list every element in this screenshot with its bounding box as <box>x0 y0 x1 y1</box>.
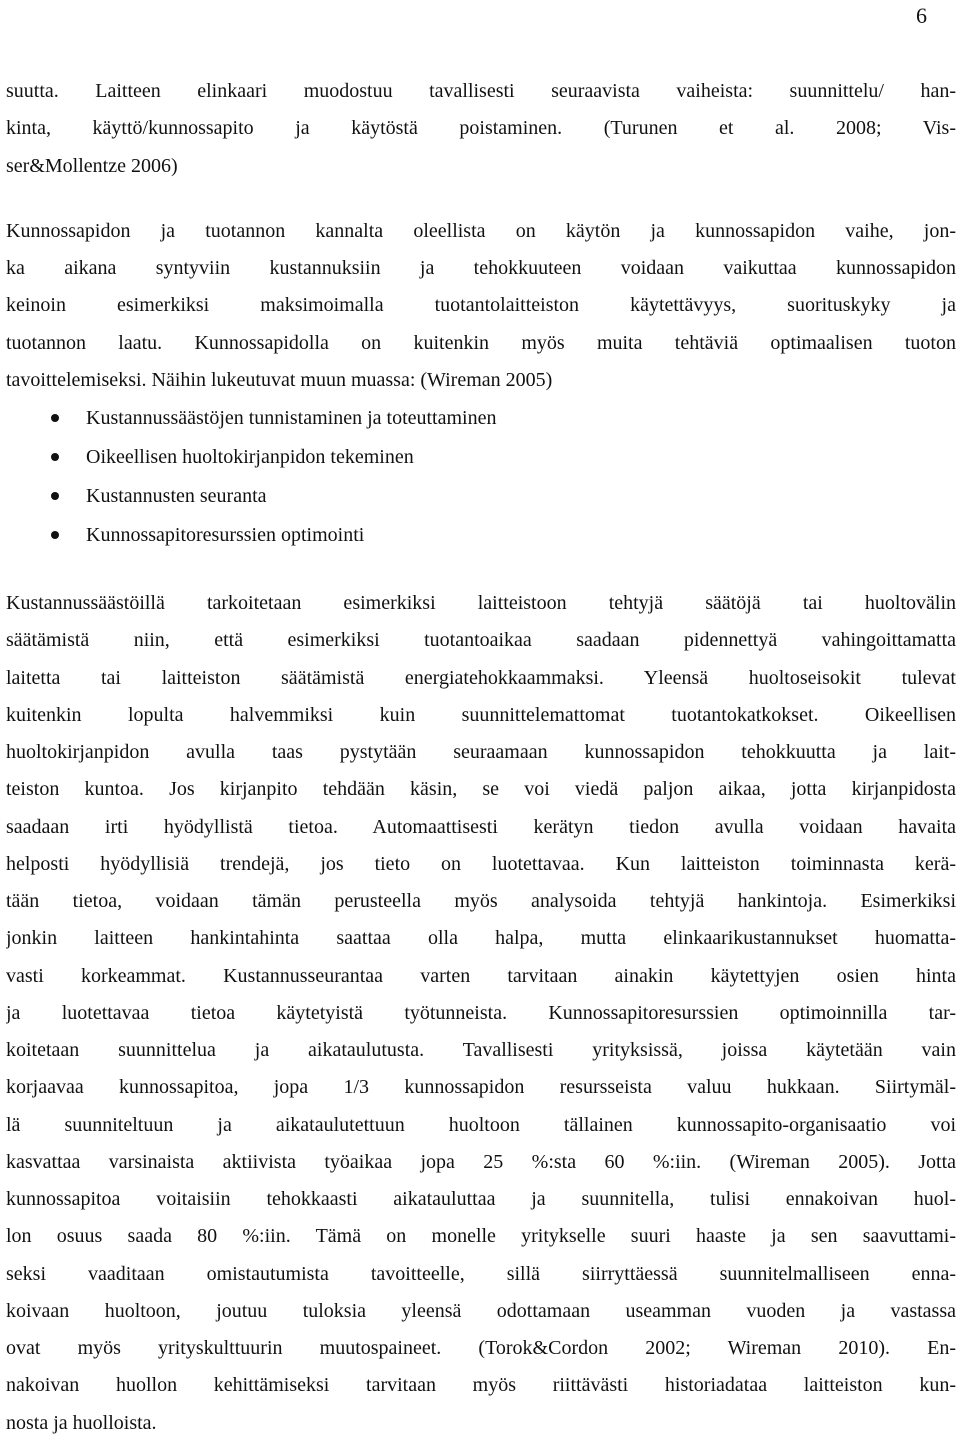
text-line: korjaavaa kunnossapitoa, jopa 1/3 kunnossapidon resursseista valuu hukkaan. Siirtymäl- <box>6 1076 956 1099</box>
text-line: tavoittelemiseksi. Näihin lukeutuvat muun muassa: (Wireman 2005) <box>6 368 553 391</box>
list-item-text: Kustannussäästöjen tunnistaminen ja toteuttaminen <box>86 407 497 429</box>
list-item <box>6 477 956 516</box>
list-item <box>6 438 956 477</box>
paragraph-intro <box>6 73 956 185</box>
text-line: vasti korkeammat. Kustannusseurantaa varten tarvitaan ainakin käytettyjen osien hinta <box>6 964 956 987</box>
text-line: ovat myös yrityskulttuurin muutospaineet. (Torok&Cordon 2002; Wireman 2010). En- <box>6 1337 956 1359</box>
text-line: Kustannussäästöillä tarkoitetaan esimerkiksi laitteistoon tehtyjä säätöjä tai huoltovälin <box>6 592 956 614</box>
text-line: lon osuus saada 80 %:iin. Tämä on monelle yritykselle suuri haaste ja sen saavuttami- <box>6 1225 956 1248</box>
bullet-icon <box>51 453 59 461</box>
page-number: 6 <box>916 3 927 28</box>
text-line: ser&Mollentze 2006) <box>6 154 178 177</box>
paragraph-cost-savings <box>6 585 956 1442</box>
text-line: saadaan irti hyödyllistä tietoa. Automaattisesti kerätyn tiedon avulla voidaan havaita <box>6 815 956 838</box>
text-line: nakoivan huollon kehittämiseksi tarvitaan myös riittävästi historiadataa laitteiston kun- <box>6 1374 956 1397</box>
text-line: teiston kuntoa. Jos kirjanpito tehdään käsin, se voi viedä paljon aikaa, jotta kirjanpidosta <box>6 778 956 801</box>
text-line: tuotannon laatu. Kunnossapidolla on kuitenkin myös muita tehtäviä optimaalisen tuoton <box>6 331 956 354</box>
text-line: seksi vaaditaan omistautumista tavoitteelle, sillä siirryttäessä suunnitelmalliseen enna- <box>6 1262 956 1285</box>
text-line: helposti hyödyllisiä trendejä, jos tieto on luotettavaa. Kun laitteiston toiminnasta kerä- <box>6 852 956 875</box>
text-line: Kunnossapidon ja tuotannon kannalta oleellista on käytön ja kunnossapidon vaihe, jon- <box>6 219 956 242</box>
paragraph-maintenance-phase <box>6 213 956 399</box>
text-line: suutta. Laitteen elinkaari muodostuu tavallisesti seuraavista vaiheista: suunnittelu/ han- <box>6 80 956 102</box>
text-line: kuitenkin lopulta halvemmiksi kuin suunnittelemattomat tuotantokatkokset. Oikeellisen <box>6 703 956 726</box>
paragraph-gap <box>6 185 956 213</box>
text-line: laitetta tai laitteiston säätämistä energiatehokkaammaksi. Yleensä huoltoseisokit tulevat <box>6 666 956 689</box>
text-line: säätämistä niin, että esimerkiksi tuotantoaikaa saadaan pidennettyä vahingoittamatta <box>6 629 956 652</box>
text-line: huoltokirjanpidon avulla taas pystytään seuraamaan kunnossapidon tehokkuutta ja lait- <box>6 741 956 763</box>
text-line: kunnossapitoa voitaisiin tehokkaasti aikatauluttaa ja suunnitella, tulisi ennakoivan huol- <box>6 1188 956 1210</box>
text-line: koitetaan suunnittelua ja aikataulutusta. Tavallisesti yrityksissä, joissa käytetään vain <box>6 1039 956 1061</box>
list-item-text: Kustannusten seuranta <box>86 485 267 507</box>
text-line: kinta, käyttö/kunnossapito ja käytöstä poistaminen. (Turunen et al. 2008; Vis- <box>6 117 956 140</box>
bullet-icon <box>51 492 59 500</box>
text-line: kasvattaa varsinaista aktiivista työaikaa jopa 25 %:sta 60 %:iin. (Wireman 2005). Jotta <box>6 1150 956 1173</box>
text-line: ka aikana syntyviin kustannuksiin ja tehokkuuteen voidaan vaikuttaa kunnossapidon <box>6 257 956 279</box>
list-item <box>6 399 956 438</box>
bullet-list <box>6 399 956 555</box>
bullet-icon <box>51 531 59 539</box>
page-body <box>6 73 956 1442</box>
bullet-icon <box>51 414 59 422</box>
text-line: keinoin esimerkiksi maksimoimalla tuotantolaitteiston käytettävyys, suorituskyky ja <box>6 294 956 317</box>
list-item <box>6 516 956 555</box>
text-line: nosta ja huolloista. <box>6 1411 157 1434</box>
paragraph-gap <box>6 555 956 585</box>
text-line: koivaan huoltoon, joutuu tuloksia yleensä odottamaan useamman vuoden ja vastassa <box>6 1299 956 1322</box>
text-line: lä suunniteltuun ja aikataulutettuun huoltoon tällainen kunnossapito-organisaatio voi <box>6 1113 956 1136</box>
text-line: ja luotettavaa tietoa käytetyistä työtunneista. Kunnossapitoresurssien optimoinnilla tar- <box>6 1001 956 1024</box>
list-item-text: Oikeellisen huoltokirjanpidon tekeminen <box>86 446 414 468</box>
list-item-text: Kunnossapitoresurssien optimointi <box>86 524 365 546</box>
text-line: tään tietoa, voidaan tämän perusteella myös analysoida tehtyjä hankintoja. Esimerkiksi <box>6 890 956 912</box>
text-line: jonkin laitteen hankintahinta saattaa olla halpa, mutta elinkaarikustannukset huomatta- <box>6 927 956 950</box>
